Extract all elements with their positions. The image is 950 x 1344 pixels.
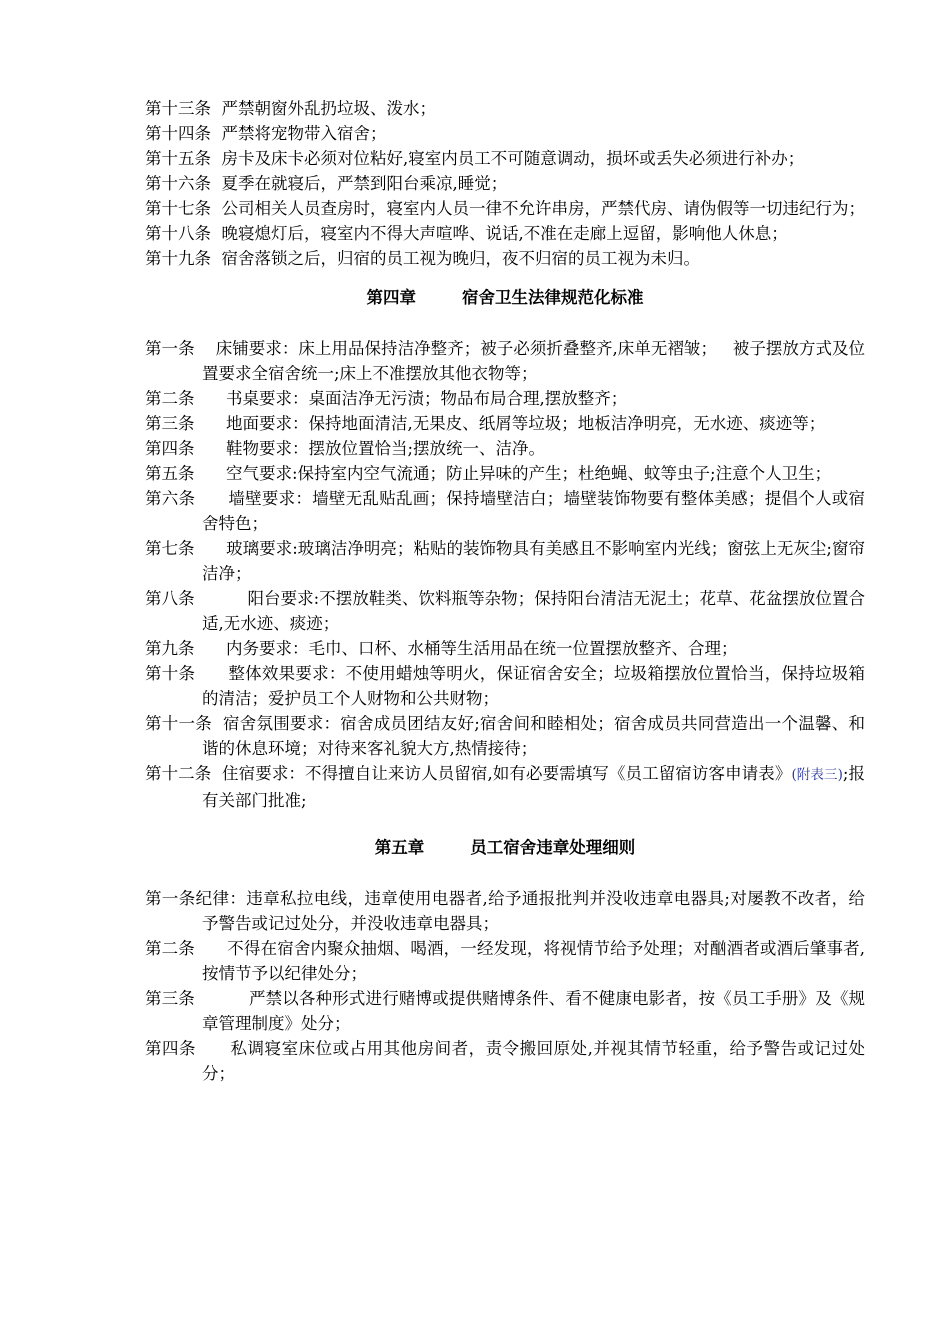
article-label: 第十三条	[145, 99, 211, 118]
article-sep	[195, 664, 228, 683]
article-label: 第七条	[145, 539, 195, 558]
article-label: 第八条	[145, 589, 195, 608]
article-label: 第十五条	[145, 149, 211, 168]
article-sep	[195, 939, 227, 958]
article-ch5-2	[145, 936, 865, 986]
article-sep	[195, 414, 226, 433]
article-ch4-6	[145, 486, 865, 536]
article-sep	[195, 389, 226, 408]
article-label: 第十一条	[145, 714, 212, 733]
article-label: 第五条	[145, 464, 195, 483]
article-label: 第三条	[145, 414, 195, 433]
document-page	[145, 96, 865, 1086]
article-ch4-9	[145, 636, 865, 661]
article-text: 鞋物要求：摆放位置恰当;摆放统一、洁净。	[225, 439, 546, 458]
article-sep	[195, 464, 226, 483]
article-sep	[211, 99, 222, 118]
chapter3-tail	[145, 96, 865, 271]
article-ch4-1	[145, 336, 865, 386]
article-label: 第四条	[145, 1039, 197, 1058]
article-ch4-4	[145, 436, 865, 461]
article-text: 夏季在就寝后，严禁到阳台乘凉,睡觉；	[221, 174, 508, 193]
article-sep	[211, 149, 222, 168]
article-label: 第三条	[145, 989, 195, 1008]
article-ch3-17	[145, 196, 865, 221]
article-text: 晚寝熄灯后，寝室内不得大声喧哗、说话,不准在走廊上逗留，影响他人休息；	[221, 224, 788, 243]
article-label: 第十四条	[145, 124, 211, 143]
article-text: 整体效果要求：不使用蜡烛等明火，保证宿舍安全；垃圾箱摆放位置恰当，保持垃圾箱的清洁；爱护员工个人财物和公共财物；	[202, 664, 866, 708]
article-ch4-10	[145, 661, 865, 711]
article-text: 严禁朝窗外乱扔垃圾、泼水；	[221, 99, 436, 118]
article-sep	[211, 764, 222, 783]
article-text: 墙壁要求：墙壁无乱贴乱画；保持墙壁洁白；墙壁装饰物要有整体美感；提倡个人或宿舍特色；	[202, 489, 866, 533]
article-text: 宿舍氛围要求：宿舍成员团结友好;宿舍间和睦相处；宿舍成员共同营造出一个温馨、和谐的休息环境；对待来客礼貌大方,热情接待；	[202, 714, 866, 758]
chapter5-articles	[145, 886, 865, 1086]
chapter4-articles	[145, 336, 865, 813]
article-text: 地面要求：保持地面清洁,无果皮、纸屑等垃圾；地板洁净明亮，无水迹、痰迹等；	[225, 414, 826, 433]
article-sep	[195, 339, 216, 358]
article-sep	[211, 199, 222, 218]
article-ch3-15	[145, 146, 865, 171]
article-label: 第十九条	[145, 249, 211, 268]
article-text: 不得在宿舍内聚众抽烟、喝酒，一经发现，将视情节给予处理；对酗酒者或酒后肇事者,按情节予以纪律处分；	[202, 939, 865, 983]
article-ch5-3	[145, 986, 865, 1036]
article-sep	[195, 439, 226, 458]
appendix-ref-link[interactable]: (附表三)	[791, 767, 843, 783]
article-ch4-3	[145, 411, 865, 436]
article-text: 严禁以各种形式进行赌博或提供赌博条件、看不健康电影者，按《员工手册》及《规章管理制度》处分；	[202, 989, 866, 1033]
article-label: 第四条	[145, 439, 195, 458]
article-ch4-2	[145, 386, 865, 411]
article-label: 第十二条	[145, 764, 212, 783]
article-sep	[195, 489, 228, 508]
article-ch4-12	[145, 761, 865, 813]
article-ch3-18	[145, 221, 865, 246]
article-text: 玻璃要求:玻璃洁净明亮；粘贴的装饰物具有美感且不影响室内光线；窗弦上无灰尘;窗帘洁净；	[202, 539, 865, 583]
article-sep	[211, 224, 222, 243]
article-sep	[195, 539, 227, 558]
article-sep	[195, 589, 248, 608]
article-text: 私调寝室床位或占用其他房间者，责令搬回原处,并视其情节轻重，给予警告或记过处分；	[202, 1039, 866, 1083]
article-ch4-11	[145, 711, 865, 761]
article-sep	[211, 124, 222, 143]
article-text: 空气要求:保持室内空气流通；防止异味的产生；杜绝蝇、蚊等虫子;注意个人卫生；	[225, 464, 832, 483]
article-text: 严禁将宠物带入宿舍；	[221, 124, 387, 143]
article-sep	[211, 174, 222, 193]
article-text: 床铺要求：床上用品保持洁净整齐；被子必须折叠整齐,床单无褶皱； 被子摆放方式及位置要求全宿舍统一;床上不准摆放其他衣物等；	[202, 339, 866, 383]
article-label: 第九条	[145, 639, 195, 658]
article-ch3-16	[145, 171, 865, 196]
article-text: 阳台要求:不摆放鞋类、饮料瓶等杂物；保持阳台清洁无泥土；花草、花盆摆放位置合适,无水迹、痰迹；	[202, 589, 866, 633]
article-sep	[195, 639, 226, 658]
article-text: 住宿要求：不得擅自让来访人员留宿,如有必要需填写《员工留宿访客申请表》	[222, 764, 792, 783]
article-ch5-4	[145, 1036, 865, 1086]
chapter4-title: 第四章 宿舍卫生法律规范化标准	[366, 288, 644, 307]
article-ch4-7	[145, 536, 865, 586]
article-sep	[211, 249, 222, 268]
article-text: 纪律：违章私拉电线，违章使用电器者,给予通报批判并没收违章电器具;对屡教不改者，给予警告或记过处分，并没收违章电器具；	[195, 889, 866, 933]
article-ch5-1	[145, 886, 865, 936]
article-label: 第十八条	[145, 224, 211, 243]
article-label: 第十七条	[145, 199, 211, 218]
chapter5-title: 第五章 员工宿舍违章处理细则	[374, 838, 636, 857]
article-sep	[195, 989, 249, 1008]
article-label: 第二条	[145, 939, 195, 958]
article-text: 公司相关人员查房时，寝室内人员一律不允许串房，严禁代房、请伪假等一切违纪行为；	[221, 199, 865, 218]
article-text: 房卡及床卡必须对位粘好,寝室内员工不可随意调动，损坏或丢失必须进行补办；	[221, 149, 805, 168]
article-ch3-14	[145, 121, 865, 146]
article-ch4-5	[145, 461, 865, 486]
article-text: 内务要求：毛巾、口杯、水桶等生活用品在统一位置摆放整齐、合理；	[225, 639, 738, 658]
article-sep	[212, 714, 223, 733]
article-text-after: ;报有关部门批准;	[202, 764, 866, 810]
article-ch3-19	[145, 246, 865, 271]
article-label: 第十六条	[145, 174, 211, 193]
article-text: 书桌要求：桌面洁净无污渍；物品布局合理,摆放整齐；	[225, 389, 628, 408]
article-label: 第六条	[145, 489, 196, 508]
article-label: 第二条	[145, 389, 195, 408]
article-ch3-13	[145, 96, 865, 121]
article-ch4-8	[145, 586, 865, 636]
article-sep	[196, 1039, 231, 1058]
article-text: 宿舍落锁之后，归宿的员工视为晚归，夜不归宿的员工视为未归。	[221, 249, 700, 268]
article-label: 第十条	[145, 664, 196, 683]
article-label: 第一条	[145, 339, 195, 358]
article-label: 第一条	[145, 889, 196, 908]
